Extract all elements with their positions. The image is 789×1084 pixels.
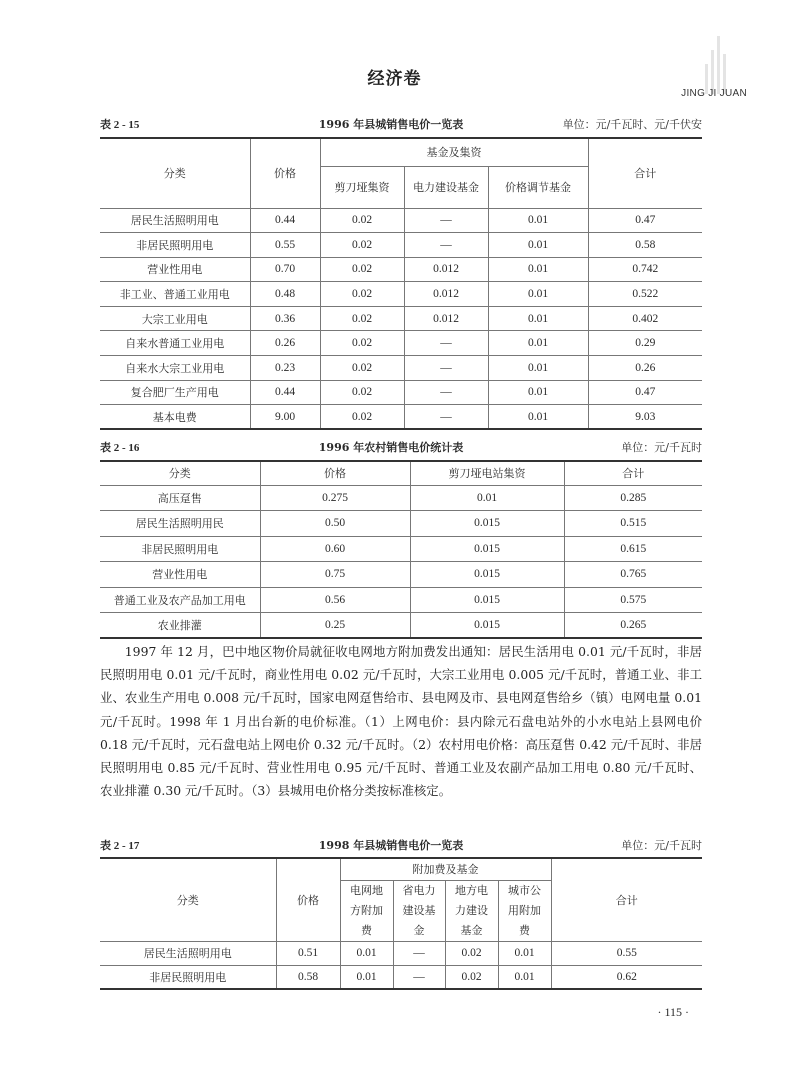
row-category-cell: 农业排灌 bbox=[100, 613, 260, 639]
header-sub: 剪刀垭集资 bbox=[320, 166, 404, 208]
value-cell: 0.02 bbox=[445, 965, 498, 989]
value-cell: 0.26 bbox=[588, 356, 702, 381]
row-category-cell: 营业性用电 bbox=[100, 562, 260, 588]
running-header-title: 经济卷 bbox=[367, 69, 422, 89]
header-sub: 电力建设基金 bbox=[404, 166, 488, 208]
value-cell: 0.02 bbox=[320, 405, 404, 430]
header-sub: 价格调节基金 bbox=[488, 166, 588, 208]
table-row bbox=[100, 511, 702, 537]
value-cell: 0.01 bbox=[498, 965, 551, 989]
value-cell: 0.47 bbox=[588, 208, 702, 233]
table-2-17-caption bbox=[100, 836, 702, 854]
value-cell: 0.02 bbox=[320, 380, 404, 405]
value-cell: 0.55 bbox=[551, 941, 702, 965]
table-row bbox=[100, 282, 702, 307]
value-cell: 0.01 bbox=[488, 380, 588, 405]
value-cell: 0.58 bbox=[588, 233, 702, 258]
table-title: 1996 年农村销售电价统计表 bbox=[318, 441, 464, 454]
value-cell: — bbox=[404, 405, 488, 430]
table-row bbox=[100, 485, 702, 511]
table-row bbox=[100, 257, 702, 282]
row-category-cell: 居民生活照明用电 bbox=[100, 941, 276, 965]
value-cell: 0.012 bbox=[404, 257, 488, 282]
value-cell: 0.01 bbox=[340, 965, 393, 989]
value-cell: 0.70 bbox=[250, 257, 320, 282]
value-cell: 0.01 bbox=[488, 282, 588, 307]
value-cell: 0.29 bbox=[588, 331, 702, 356]
value-cell: 0.36 bbox=[250, 306, 320, 331]
header-total: 合计 bbox=[588, 138, 702, 208]
value-cell: 0.522 bbox=[588, 282, 702, 307]
header-price: 价格 bbox=[260, 461, 410, 485]
value-cell: 0.75 bbox=[260, 562, 410, 588]
value-cell: 9.00 bbox=[250, 405, 320, 430]
value-cell: 0.765 bbox=[564, 562, 702, 588]
table-2-17 bbox=[100, 857, 702, 990]
row-category-cell: 大宗工业用电 bbox=[100, 306, 250, 331]
table-row bbox=[100, 562, 702, 588]
row-category-cell: 高压趸售 bbox=[100, 485, 260, 511]
value-cell: 0.01 bbox=[488, 233, 588, 258]
value-cell: 0.02 bbox=[320, 356, 404, 381]
table-number: 表 2 - 17 bbox=[100, 840, 140, 852]
row-category-cell: 复合肥厂生产用电 bbox=[100, 380, 250, 405]
table-2-15 bbox=[100, 137, 702, 430]
value-cell: 0.62 bbox=[551, 965, 702, 989]
value-cell: — bbox=[404, 233, 488, 258]
table-row bbox=[100, 331, 702, 356]
value-cell: 0.012 bbox=[404, 306, 488, 331]
value-cell: 0.51 bbox=[276, 941, 340, 965]
value-cell: 0.02 bbox=[320, 208, 404, 233]
value-cell: 0.01 bbox=[488, 208, 588, 233]
value-cell: 0.285 bbox=[564, 485, 702, 511]
table-row bbox=[100, 965, 702, 989]
value-cell: 0.26 bbox=[250, 331, 320, 356]
header-price: 价格 bbox=[250, 138, 320, 208]
value-cell: 0.58 bbox=[276, 965, 340, 989]
value-cell: 0.25 bbox=[260, 613, 410, 639]
page-number: · 115 · bbox=[657, 1005, 689, 1019]
value-cell: 0.02 bbox=[320, 282, 404, 307]
value-cell: 0.50 bbox=[260, 511, 410, 537]
header-sub: 城市公用附加费 bbox=[498, 880, 551, 941]
header-category: 分类 bbox=[100, 461, 260, 485]
row-category-cell: 居民生活照明用民 bbox=[100, 511, 260, 537]
row-category-cell: 居民生活照明用电 bbox=[100, 208, 250, 233]
table-unit: 单位：元/千瓦时、元/千伏安 bbox=[562, 118, 702, 131]
value-cell: 0.01 bbox=[488, 306, 588, 331]
table-2-15-caption bbox=[100, 115, 702, 133]
table-body bbox=[100, 941, 702, 989]
value-cell: 0.02 bbox=[320, 233, 404, 258]
table-row bbox=[100, 356, 702, 381]
value-cell: 0.015 bbox=[410, 562, 564, 588]
value-cell: — bbox=[404, 380, 488, 405]
table-number: 表 2 - 15 bbox=[100, 119, 140, 131]
header-category: 分类 bbox=[100, 858, 276, 941]
value-cell: 0.44 bbox=[250, 380, 320, 405]
header-sub: 地方电力建设基金 bbox=[445, 880, 498, 941]
row-category-cell: 自来水大宗工业用电 bbox=[100, 356, 250, 381]
table-2-16 bbox=[100, 460, 702, 639]
value-cell: 0.015 bbox=[410, 587, 564, 613]
value-cell: — bbox=[404, 356, 488, 381]
value-cell: 0.01 bbox=[488, 356, 588, 381]
row-category-cell: 非居民照明用电 bbox=[100, 965, 276, 989]
table-row bbox=[100, 233, 702, 258]
table-unit: 单位：元/千瓦时 bbox=[621, 839, 702, 852]
row-category-cell: 普通工业及农产品加工用电 bbox=[100, 587, 260, 613]
value-cell: 0.01 bbox=[488, 257, 588, 282]
value-cell: 0.015 bbox=[410, 536, 564, 562]
table-row bbox=[100, 405, 702, 430]
value-cell: 0.02 bbox=[445, 941, 498, 965]
value-cell: 0.01 bbox=[410, 485, 564, 511]
value-cell: 0.575 bbox=[564, 587, 702, 613]
value-cell: 0.402 bbox=[588, 306, 702, 331]
value-cell: 0.01 bbox=[340, 941, 393, 965]
table-body bbox=[100, 485, 702, 638]
value-cell: — bbox=[393, 965, 445, 989]
value-cell: 0.23 bbox=[250, 356, 320, 381]
table-unit: 单位：元/千瓦时 bbox=[621, 441, 702, 454]
row-category-cell: 自来水普通工业用电 bbox=[100, 331, 250, 356]
value-cell: 0.515 bbox=[564, 511, 702, 537]
row-category-cell: 营业性用电 bbox=[100, 257, 250, 282]
table-row bbox=[100, 380, 702, 405]
value-cell: 0.015 bbox=[410, 613, 564, 639]
table-row bbox=[100, 587, 702, 613]
row-category-cell: 非居民照明用电 bbox=[100, 233, 250, 258]
table-body bbox=[100, 208, 702, 429]
value-cell: 0.55 bbox=[250, 233, 320, 258]
row-category-cell: 非工业、普通工业用电 bbox=[100, 282, 250, 307]
value-cell: — bbox=[404, 331, 488, 356]
header-group: 基金及集资 bbox=[320, 138, 588, 166]
value-cell: 0.275 bbox=[260, 485, 410, 511]
table-row bbox=[100, 613, 702, 639]
header-sub: 省电力建设基金 bbox=[393, 880, 445, 941]
value-cell: 0.01 bbox=[488, 405, 588, 430]
table-2-16-caption bbox=[100, 438, 702, 456]
value-cell: 0.47 bbox=[588, 380, 702, 405]
header-group: 附加费及基金 bbox=[340, 858, 551, 880]
value-cell: — bbox=[393, 941, 445, 965]
value-cell: 0.742 bbox=[588, 257, 702, 282]
value-cell: 0.02 bbox=[320, 306, 404, 331]
header-total: 合计 bbox=[564, 461, 702, 485]
value-cell: 0.02 bbox=[320, 257, 404, 282]
header-category: 分类 bbox=[100, 138, 250, 208]
table-row bbox=[100, 536, 702, 562]
table-row bbox=[100, 941, 702, 965]
value-cell: — bbox=[404, 208, 488, 233]
table-title: 1996 年县城销售电价一览表 bbox=[318, 118, 464, 131]
table-number: 表 2 - 16 bbox=[100, 442, 140, 454]
value-cell: 0.012 bbox=[404, 282, 488, 307]
value-cell: 0.615 bbox=[564, 536, 702, 562]
paragraph-text: 1997 年 12 月，巴中地区物价局就征收电网地方附加费发出通知：居民生活用电 0.01 元/千瓦时，非居民照明用电 0.01 元/千瓦时，商业性用电 0.02 元/千瓦时，大宗工业用电 0.005 元/千瓦时，普通工业、非工业、农业生产用电 0.008 元/千瓦时，国家电网趸售给市、县电网及市、县电网趸售给乡（镇）电网电量 0.01 元/千瓦时。1998 年 1 月出台新的电价标准。（1）上网电价：县内除元石盘电站外的小水电站上县网电价 0.18 元/千瓦时，元石盘电站上网电价 0.32 元/千瓦时。（2）农村用电价格：高压趸售 0.42 元/千瓦时、非居民照明用电 0.85 元/千瓦时、营业性用电 0.95 元/千瓦时、普通工业及农副产品加工用电 0.80 元/千瓦时、农业排灌 0.30 元/千瓦时。（3）县城用电价格分类按标准核定。 bbox=[100, 644, 702, 799]
value-cell: 0.015 bbox=[410, 511, 564, 537]
table-row bbox=[100, 306, 702, 331]
running-header-subtitle: JING JI JUAN bbox=[681, 88, 747, 99]
value-cell: 0.265 bbox=[564, 613, 702, 639]
header-price: 价格 bbox=[276, 858, 340, 941]
header-total: 合计 bbox=[551, 858, 702, 941]
body-paragraph bbox=[100, 640, 702, 802]
header-fund: 剪刀垭电站集资 bbox=[410, 461, 564, 485]
value-cell: 0.44 bbox=[250, 208, 320, 233]
value-cell: 0.02 bbox=[320, 331, 404, 356]
row-category-cell: 基本电费 bbox=[100, 405, 250, 430]
row-category-cell: 非居民照明用电 bbox=[100, 536, 260, 562]
header-sub: 电网地方附加费 bbox=[340, 880, 393, 941]
table-title: 1998 年县城销售电价一览表 bbox=[318, 839, 464, 852]
value-cell: 0.01 bbox=[498, 941, 551, 965]
value-cell: 0.60 bbox=[260, 536, 410, 562]
value-cell: 0.56 bbox=[260, 587, 410, 613]
value-cell: 9.03 bbox=[588, 405, 702, 430]
table-row bbox=[100, 208, 702, 233]
value-cell: 0.48 bbox=[250, 282, 320, 307]
value-cell: 0.01 bbox=[488, 331, 588, 356]
